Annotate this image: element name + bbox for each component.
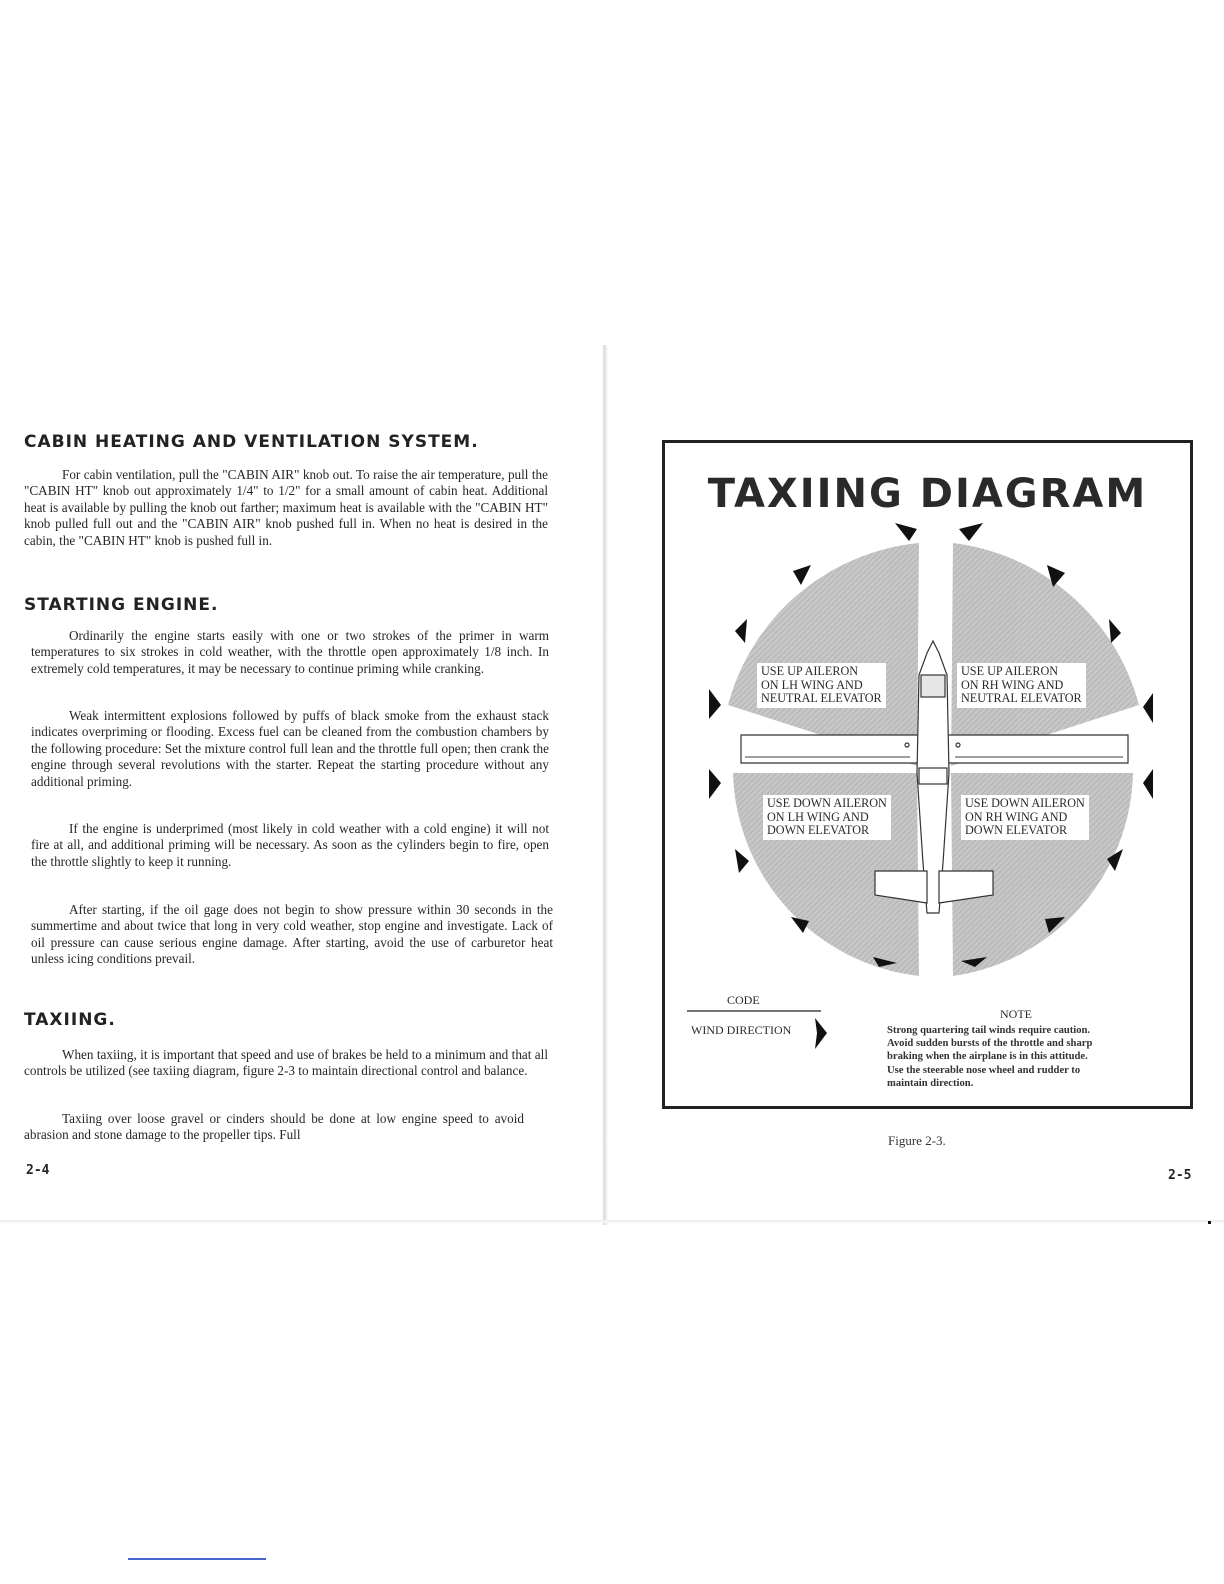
wind-arrow-icon — [793, 565, 811, 585]
wind-arrow-icon — [1143, 769, 1153, 799]
figure-caption: Figure 2-3. — [888, 1133, 946, 1148]
paragraph-oil-pressure: After starting, if the oil gage does not begin to show pressure within 30 seconds in the summertime and about twice that long in very cold weather, stop engine and investigate. Lack of oil pressure can cause serious engine damage. After starting, avoid the use of carburetor heat unless icing conditions prevail. — [31, 902, 553, 967]
wind-arrow-icon — [1143, 693, 1153, 723]
quadrant-upper-left — [728, 543, 919, 766]
scan-underline — [128, 1558, 266, 1560]
wind-arrow-icon — [735, 619, 747, 643]
note-text: Strong quartering tail winds require caution. Avoid sudden bursts of the throttle and sharp braking when the airplane is in this attitude. Use the steerable nose wheel and rudder to maintain direction. — [887, 1025, 1093, 1089]
wind-arrow-icon — [1109, 619, 1121, 643]
wind-direction-label: WIND DIRECTION — [691, 1023, 792, 1037]
label-lower-right: USE DOWN AILERON ON RH WING AND DOWN ELEVATOR — [961, 795, 1089, 840]
paragraph-underprimed: If the engine is underprimed (most likely in cold weather with a cold engine) it will not fire at all, and additional priming will be necessary. As soon as the cylinders begin to fire, open the throttle slightly to keep it running. — [31, 821, 549, 869]
wind-arrow-icon — [709, 689, 721, 719]
heading-taxiing: TAXIING. — [24, 1010, 116, 1030]
wind-direction-arrow-icon — [815, 1018, 827, 1049]
label-lower-left: USE DOWN AILERON ON LH WING AND DOWN ELEVATOR — [763, 795, 891, 840]
wind-arrow-icon — [735, 849, 749, 873]
book-gutter — [602, 345, 608, 1225]
paragraph-cabin-ventilation: For cabin ventilation, pull the "CABIN AIR" knob out. To raise the air temperature, pull the "CABIN HT" knob out approximately 1/4" to 1/2" for a small amount of cabin heat. Additional heat is available by pulling the knob out farther; maximum heat is available with the "CABIN HT" knob pulled full out and the "CABIN AIR" knob pushed full in. When no heat is desired in the cabin, the "CABIN HT" knob is pushed full in. — [24, 467, 548, 548]
label-upper-right: USE UP AILERON ON RH WING AND NEUTRAL ELEVATOR — [957, 663, 1086, 708]
code-label: CODE — [727, 993, 760, 1007]
label-upper-left: USE UP AILERON ON LH WING AND NEUTRAL ELEVATOR — [757, 663, 886, 708]
wind-arrow-icon — [895, 523, 917, 541]
diagram-title: TAXIING DIAGRAM — [707, 471, 1148, 517]
paragraph-priming: Ordinarily the engine starts easily with one or two strokes of the primer in warm temperatures to six strokes in cold weather, with the throttle open approximately 1/8 inch. In extremely cold temperatures, it may be necessary to continue priming while cranking. — [31, 628, 549, 676]
quadrant-upper-right — [951, 543, 1139, 766]
heading-starting-engine: STARTING ENGINE. — [24, 595, 219, 615]
scan-dot — [1208, 1221, 1211, 1224]
paragraph-taxiing-gravel: Taxiing over loose gravel or cinders should be done at low engine speed to avoid abrasion and stone damage to the propeller tips. Full — [24, 1111, 524, 1143]
paragraph-overpriming: Weak intermittent explosions followed by puffs of black smoke from the exhaust stack indicates overpriming or flooding. Excess fuel can be cleaned from the combustion chambers by the following procedure: Set the mixture control full lean and the throttle full open; then crank the engine through several revolutions with the starter. Repeat the starting procedure without any additional priming. — [31, 708, 549, 789]
page-number-right: 2-5 — [1168, 1168, 1192, 1183]
paragraph-taxiing-controls: When taxiing, it is important that speed and use of brakes be held to a minimum and that all controls be utilized (see taxiing diagram, figure 2-3 to maintain directional control and balance. — [24, 1047, 548, 1079]
page-number-left: 2-4 — [26, 1163, 50, 1178]
note-title: NOTE — [1000, 1007, 1032, 1021]
wind-arrow-icon — [709, 769, 721, 799]
heading-cabin-heating: CABIN HEATING AND VENTILATION SYSTEM. — [24, 432, 479, 452]
wind-arrow-icon — [959, 523, 983, 541]
page-edge — [0, 1220, 1224, 1223]
taxiing-diagram-frame — [662, 440, 1193, 1109]
